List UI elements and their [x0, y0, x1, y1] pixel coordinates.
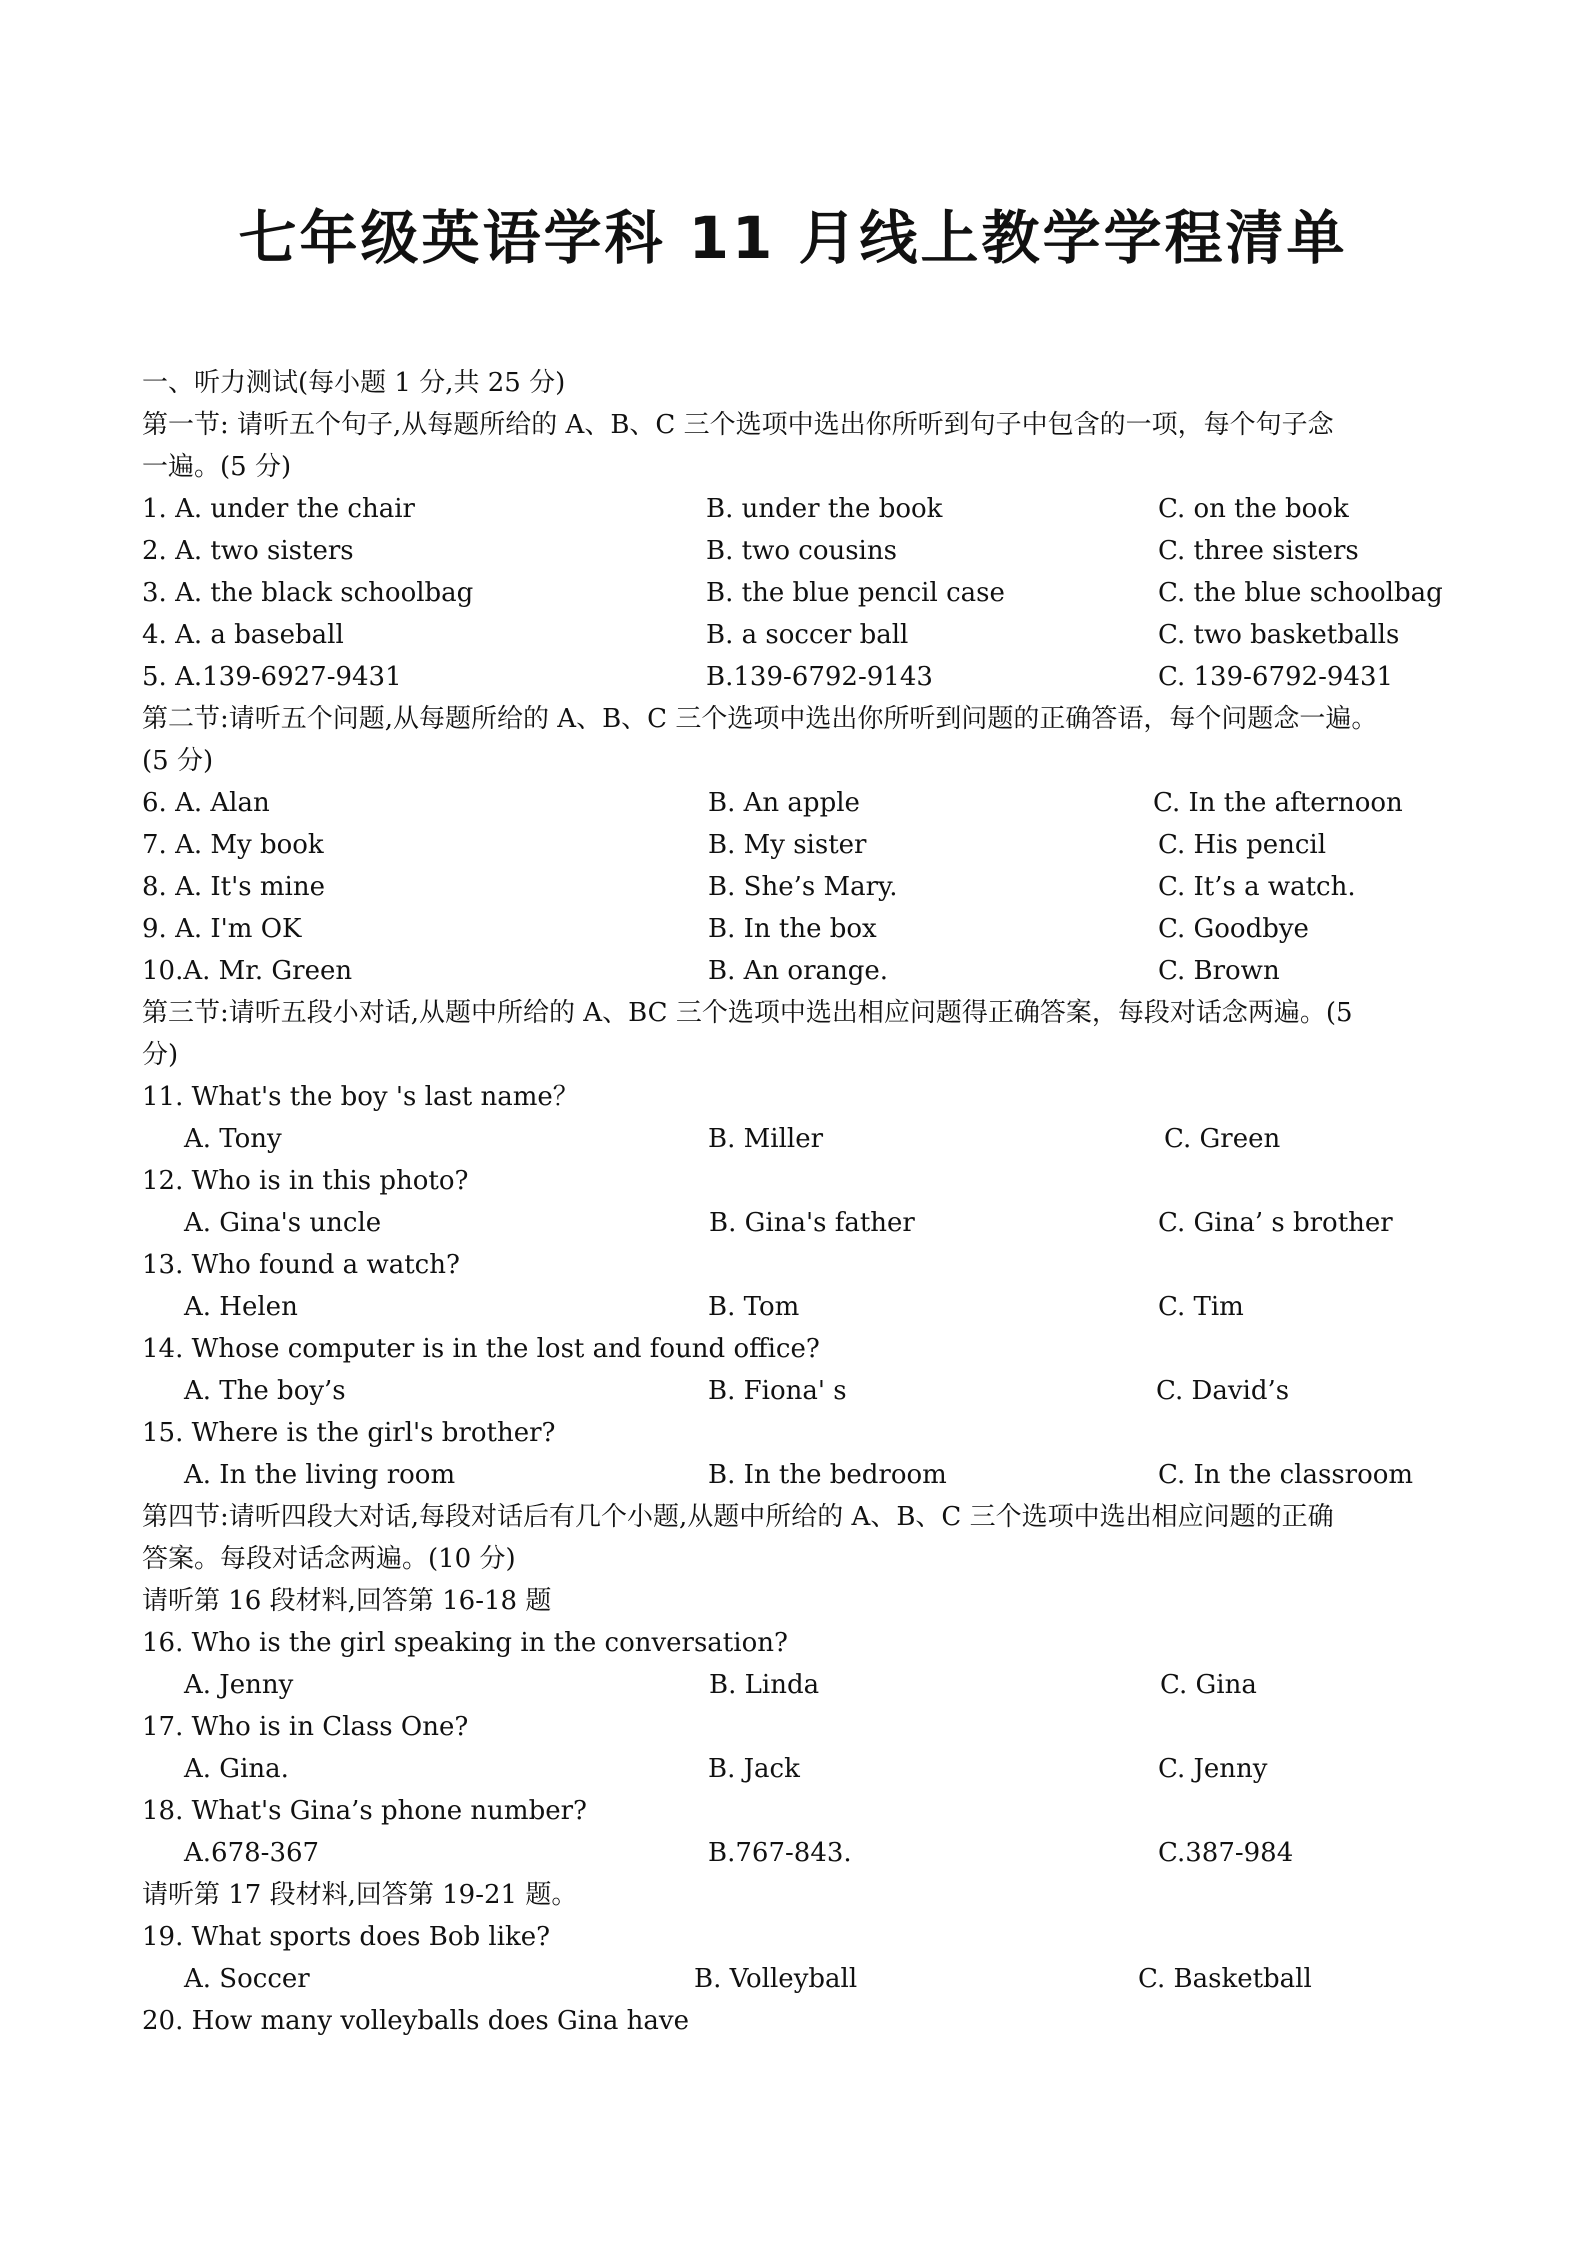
option-a: 6. A. Alan — [142, 788, 270, 818]
answer-row — [142, 1454, 1442, 1496]
material-17-heading: 请听第 17 段材料,回答第 19-21 题。 — [142, 1880, 578, 1910]
question-stem: 14. Whose computer is in the lost and found office? — [142, 1334, 820, 1364]
option-b: B. An orange. — [708, 956, 889, 986]
option-b: B. Gina's father — [709, 1208, 915, 1238]
option-c: C. Gina’ s brother — [1158, 1208, 1393, 1238]
question-row — [142, 866, 1442, 908]
material-16-heading: 请听第 16 段材料,回答第 16-18 题 — [142, 1586, 552, 1616]
option-b: B. My sister — [708, 830, 867, 860]
option-c: C. David’s — [1156, 1376, 1290, 1406]
answer-row — [142, 1832, 1442, 1874]
question-row — [142, 572, 1442, 614]
option-b: B. Jack — [708, 1754, 800, 1784]
option-c: C.387-984 — [1158, 1838, 1294, 1868]
option-c: C. In the afternoon — [1153, 788, 1403, 818]
section2-instruction-cont: (5 分) — [142, 746, 214, 776]
option-c: C. Brown — [1158, 956, 1280, 986]
option-a: 7. A. My book — [142, 830, 324, 860]
answer-row — [142, 1958, 1442, 2000]
option-b: B. Fiona' s — [708, 1376, 847, 1406]
option-c: C. 139-6792-9431 — [1158, 662, 1394, 692]
section4-instruction-cont: 答案。每段对话念两遍。(10 分) — [142, 1544, 516, 1574]
option-c: C. Goodbye — [1158, 914, 1309, 944]
question-row — [142, 656, 1442, 698]
option-b: B.767-843. — [708, 1838, 852, 1868]
option-c: C. Tim — [1158, 1292, 1244, 1322]
option-c: C. two basketballs — [1158, 620, 1400, 650]
option-b: B. the blue pencil case — [706, 578, 1005, 608]
answer-row — [142, 1664, 1442, 1706]
answer-row — [142, 1370, 1442, 1412]
question-stem: 13. Who found a watch? — [142, 1250, 460, 1280]
question-row — [142, 782, 1442, 824]
option-a: 1. A. under the chair — [142, 494, 415, 524]
question-stem: 19. What sports does Bob like? — [142, 1922, 551, 1952]
question-row — [142, 614, 1442, 656]
option-a: 9. A. I'm OK — [142, 914, 302, 944]
option-b: B. Tom — [708, 1292, 800, 1322]
section3-instruction: 第三节:请听五段小对话,从题中所给的 A、BC 三个选项中选出相应问题得正确答案，每段对话念两遍。(5 — [142, 998, 1353, 1028]
option-b: B. Linda — [709, 1670, 820, 1700]
option-b: B. Volleyball — [694, 1964, 858, 1994]
option-a: A. The boy’s — [184, 1376, 346, 1406]
question-row — [142, 908, 1442, 950]
option-b: B. under the book — [706, 494, 943, 524]
option-c: C. Basketball — [1138, 1964, 1312, 1994]
option-c: C. three sisters — [1158, 536, 1359, 566]
option-a: 8. A. It's mine — [142, 872, 325, 902]
question-stem: 17. Who is in Class One? — [142, 1712, 469, 1742]
option-c: C. It’s a watch. — [1158, 872, 1356, 902]
option-a: A. Gina. — [184, 1754, 289, 1784]
document-title: 七年级英语学科 11 月线上教学学程清单 — [238, 204, 1348, 272]
question-stem: 12. Who is in this photo? — [142, 1166, 469, 1196]
option-c: C. Green — [1164, 1124, 1281, 1154]
answer-row — [142, 1118, 1442, 1160]
answer-row — [142, 1202, 1442, 1244]
option-c: C. In the classroom — [1158, 1460, 1414, 1490]
option-c: C. the blue schoolbag — [1158, 578, 1443, 608]
option-c: C. on the book — [1158, 494, 1349, 524]
listening-test — [142, 362, 1442, 2042]
option-c: C. His pencil — [1158, 830, 1327, 860]
option-a: 2. A. two sisters — [142, 536, 354, 566]
option-c: C. Gina — [1160, 1670, 1257, 1700]
option-a: A. In the living room — [184, 1460, 456, 1490]
section2-instruction: 第二节:请听五个问题,从每题所给的 A、B、C 三个选项中选出你所听到问题的正确答语，每个问题念一遍。 — [142, 704, 1378, 734]
question-stem: 11. What's the boy 's last name？ — [142, 1082, 579, 1112]
option-a: 10.A. Mr. Green — [142, 956, 353, 986]
answer-row — [142, 1286, 1442, 1328]
option-a: A. Gina's uncle — [184, 1208, 382, 1238]
question-stem: 18. What's Gina’s phone number? — [142, 1796, 587, 1826]
option-b: B. In the box — [708, 914, 877, 944]
question-row — [142, 950, 1442, 992]
option-a: A. Jenny — [184, 1670, 294, 1700]
section1-instruction: 第一节: 请听五个句子,从每题所给的 A、B、C 三个选项中选出你所听到句子中包含的一项，每个句子念 — [142, 410, 1334, 440]
option-b: B.139-6792-9143 — [706, 662, 933, 692]
option-a: 4. A. a baseball — [142, 620, 344, 650]
section3-instruction-cont: 分) — [142, 1040, 179, 1070]
question-stem: 20. How many volleyballs does Gina have — [142, 2006, 689, 2036]
option-a: A. Tony — [184, 1124, 282, 1154]
option-a: A. Helen — [184, 1292, 298, 1322]
option-b: B. a soccer ball — [706, 620, 909, 650]
option-a: 3. A. the black schoolbag — [142, 578, 474, 608]
section1-instruction-cont: 一遍。(5 分) — [142, 452, 292, 482]
option-b: B. In the bedroom — [708, 1460, 947, 1490]
part-heading: 一、听力测试(每小题 1 分,共 25 分) — [142, 368, 566, 398]
option-a: A.678-367 — [184, 1838, 320, 1868]
option-b: B. two cousins — [706, 536, 897, 566]
option-b: B. Miller — [708, 1124, 824, 1154]
section4-instruction: 第四节:请听四段大对话,每段对话后有几个小题,从题中所给的 A、B、C 三个选项中选出相应问题的正确 — [142, 1502, 1334, 1532]
option-b: B. She’s Mary. — [708, 872, 898, 902]
question-row — [142, 824, 1442, 866]
question-row — [142, 530, 1442, 572]
option-a: A. Soccer — [184, 1964, 310, 1994]
question-row — [142, 488, 1442, 530]
option-b: B. An apple — [708, 788, 860, 818]
option-a: 5. A.139-6927-9431 — [142, 662, 402, 692]
question-stem: 16. Who is the girl speaking in the conversation? — [142, 1628, 788, 1658]
option-c: C. Jenny — [1158, 1754, 1268, 1784]
question-stem: 15. Where is the girl's brother? — [142, 1418, 556, 1448]
answer-row — [142, 1748, 1442, 1790]
